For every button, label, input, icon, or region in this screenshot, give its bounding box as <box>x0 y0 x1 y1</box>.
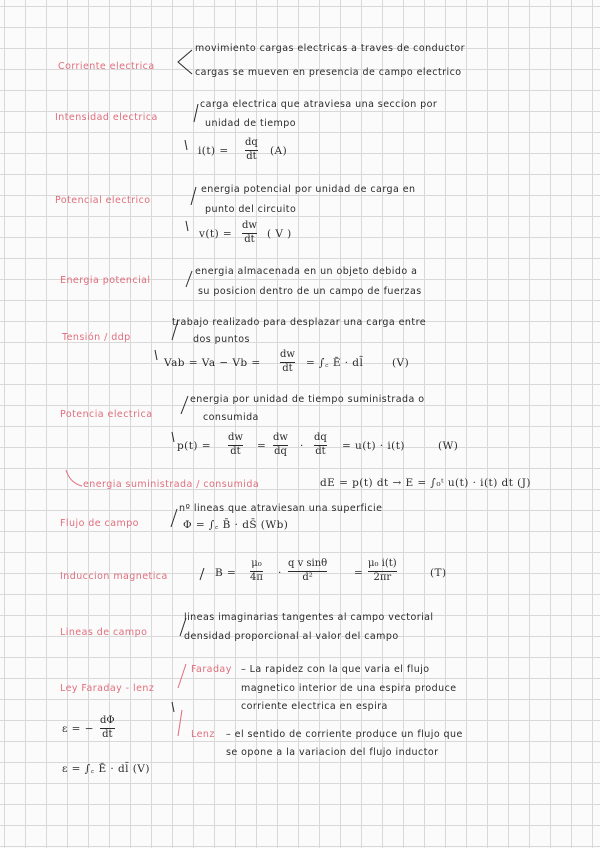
potencia-line-1: energia por unidad de tiempo suministrada o <box>190 394 425 405</box>
potencial-bracket <box>191 187 196 205</box>
fraction-denominator: 4π <box>250 571 263 583</box>
fraction-denominator: dt <box>282 362 293 374</box>
intensidad-formula-tick <box>185 140 187 150</box>
faraday-line-3: corriente electrica en espira <box>241 701 388 712</box>
fraction-denominator: dt <box>230 445 241 457</box>
dot-operator: · <box>300 440 304 452</box>
energy-formula: dE = p(t) dt → E = ∫₀ᵗ u(t) · i(t) dt (J) <box>320 477 531 489</box>
fraction-numerator: dq <box>314 432 327 443</box>
flujo-line-1: nº lineas que atraviesan una superficie <box>179 503 383 514</box>
fraction-denominator: dt <box>244 233 255 245</box>
induccion-fraction-1 <box>250 559 263 583</box>
fraction-numerator: dw <box>280 349 295 360</box>
induccion-bracket <box>200 568 204 580</box>
potencia-fraction-1 <box>228 433 243 457</box>
energia-line-1: energia almacenada en un objeto debido a <box>195 266 418 277</box>
energy-label: energia suministrada / consumida <box>83 479 260 490</box>
fraction-numerator: μ₀ <box>251 558 262 569</box>
potencia-bracket <box>181 396 188 414</box>
heading-energia-potencial: Energia potencial <box>60 275 151 286</box>
fraction-denominator: dt <box>246 150 257 162</box>
lenz-line-1: – el sentido de corriente produce un flujo que <box>226 729 463 740</box>
faraday-line-2: magnetico interior de una espira produce <box>241 683 457 694</box>
induccion-fraction-2 <box>288 559 327 583</box>
intensidad-bracket <box>194 104 198 122</box>
energia-line-2: su posicion dentro de un campo de fuerzas <box>198 286 422 297</box>
potencia-formula-rhs: = u(t) · i(t) <box>342 440 405 452</box>
fraction-denominator: dq <box>274 445 287 457</box>
fraction-numerator: dΦ <box>100 715 115 726</box>
potencial-line-1: energia potencial por unidad de carga en <box>201 184 416 195</box>
tension-fraction <box>280 350 295 374</box>
flujo-bracket <box>171 509 177 527</box>
corriente-bracket <box>178 50 192 74</box>
induccion-fraction-3 <box>368 559 397 583</box>
equals-sign: = <box>354 567 364 579</box>
tension-unit: (V) <box>392 357 410 369</box>
intensidad-unit: (A) <box>270 145 288 157</box>
fraction-numerator: q v sinθ <box>288 558 328 569</box>
fraction-numerator: μ₀ i(t) <box>368 558 397 569</box>
fraction-numerator: dq <box>245 137 258 148</box>
heading-tension: Tensión / ddp <box>62 332 131 343</box>
flujo-formula: Φ = ∫꜀ B̄ · dS̄ (Wb) <box>183 519 289 531</box>
lenz-label: Lenz <box>191 729 215 740</box>
faraday-formula-2: ε = ∫꜀ Ē · dl̄ (V) <box>62 763 150 775</box>
faraday-label: Faraday <box>191 664 232 675</box>
faraday-formula-lhs: ε = − <box>62 723 94 735</box>
heading-lineas: Lineas de campo <box>60 627 148 638</box>
intensidad-line-2: unidad de tiempo <box>205 118 296 129</box>
faraday-bracket <box>178 664 186 688</box>
dot-operator: · <box>278 567 282 579</box>
tension-formula-lhs: Vab = Va − Vb = <box>164 357 261 369</box>
fraction-numerator: dw <box>273 432 288 443</box>
tension-formula-rhs: = ∫꜀ Ē · dl̄ <box>306 357 364 369</box>
faraday-formula-tick <box>172 702 174 712</box>
potencia-formula-tick <box>172 432 174 442</box>
potencia-fraction-3 <box>314 433 327 457</box>
potencial-formula-lhs: v(t) = <box>199 228 233 240</box>
potencia-fraction-2 <box>273 433 288 457</box>
intensidad-formula-lhs: i(t) = <box>198 145 229 157</box>
fraction-numerator: dw <box>228 432 243 443</box>
potencial-formula-tick <box>186 221 188 231</box>
heading-corriente: Corriente electrica <box>58 61 155 72</box>
lenz-line-2: se opone a la variacion del flujo inductor <box>226 747 439 758</box>
potencial-fraction <box>242 221 257 245</box>
tension-formula-tick <box>155 350 157 360</box>
faraday-line-1: – La rapidez con la que varia el flujo <box>241 664 430 675</box>
faraday-fraction <box>100 716 115 740</box>
fraction-denominator: dt <box>102 728 113 740</box>
potencial-line-2: punto del circuito <box>205 204 297 215</box>
intensidad-fraction <box>245 138 258 162</box>
fraction-denominator: 2πr <box>373 571 392 583</box>
heading-potencia: Potencia electrica <box>60 409 153 420</box>
heading-potencial: Potencial electrico <box>55 195 151 206</box>
tension-line-1: trabajo realizado para desplazar una carga entre <box>172 317 427 328</box>
lineas-line-2: densidad proporcional al valor del campo <box>184 631 399 642</box>
corriente-line-2: cargas se mueven en presencia de campo electrico <box>195 67 462 78</box>
lineas-line-1: lineas imaginarias tangentes al campo vectorial <box>184 612 434 623</box>
lenz-bracket <box>178 710 182 736</box>
intensidad-line-1: carga electrica que atraviesa una seccion por <box>200 99 438 110</box>
fraction-denominator: d² <box>302 571 313 583</box>
energia-bracket <box>186 271 192 287</box>
heading-induccion: Induccion magnetica <box>60 571 168 582</box>
potencial-unit: ( V ) <box>267 228 292 240</box>
fraction-denominator: dt <box>315 445 326 457</box>
heading-intensidad: Intensidad electrica <box>55 112 158 123</box>
induccion-unit: (T) <box>430 567 447 579</box>
heading-faraday-lenz: Ley Faraday - lenz <box>60 683 155 694</box>
potencia-line-2: consumida <box>203 412 259 423</box>
potencia-formula-lhs: p(t) = <box>177 440 211 452</box>
potencia-unit: (W) <box>438 440 459 452</box>
energy-connector <box>66 470 82 486</box>
heading-flujo: Flujo de campo <box>60 518 139 529</box>
induccion-formula-lhs: B = <box>215 567 237 579</box>
equals-sign: = <box>257 440 267 452</box>
fraction-numerator: dw <box>242 220 257 231</box>
tension-line-2: dos puntos <box>193 334 250 345</box>
corriente-line-1: movimiento cargas electricas a traves de conductor <box>195 43 465 54</box>
